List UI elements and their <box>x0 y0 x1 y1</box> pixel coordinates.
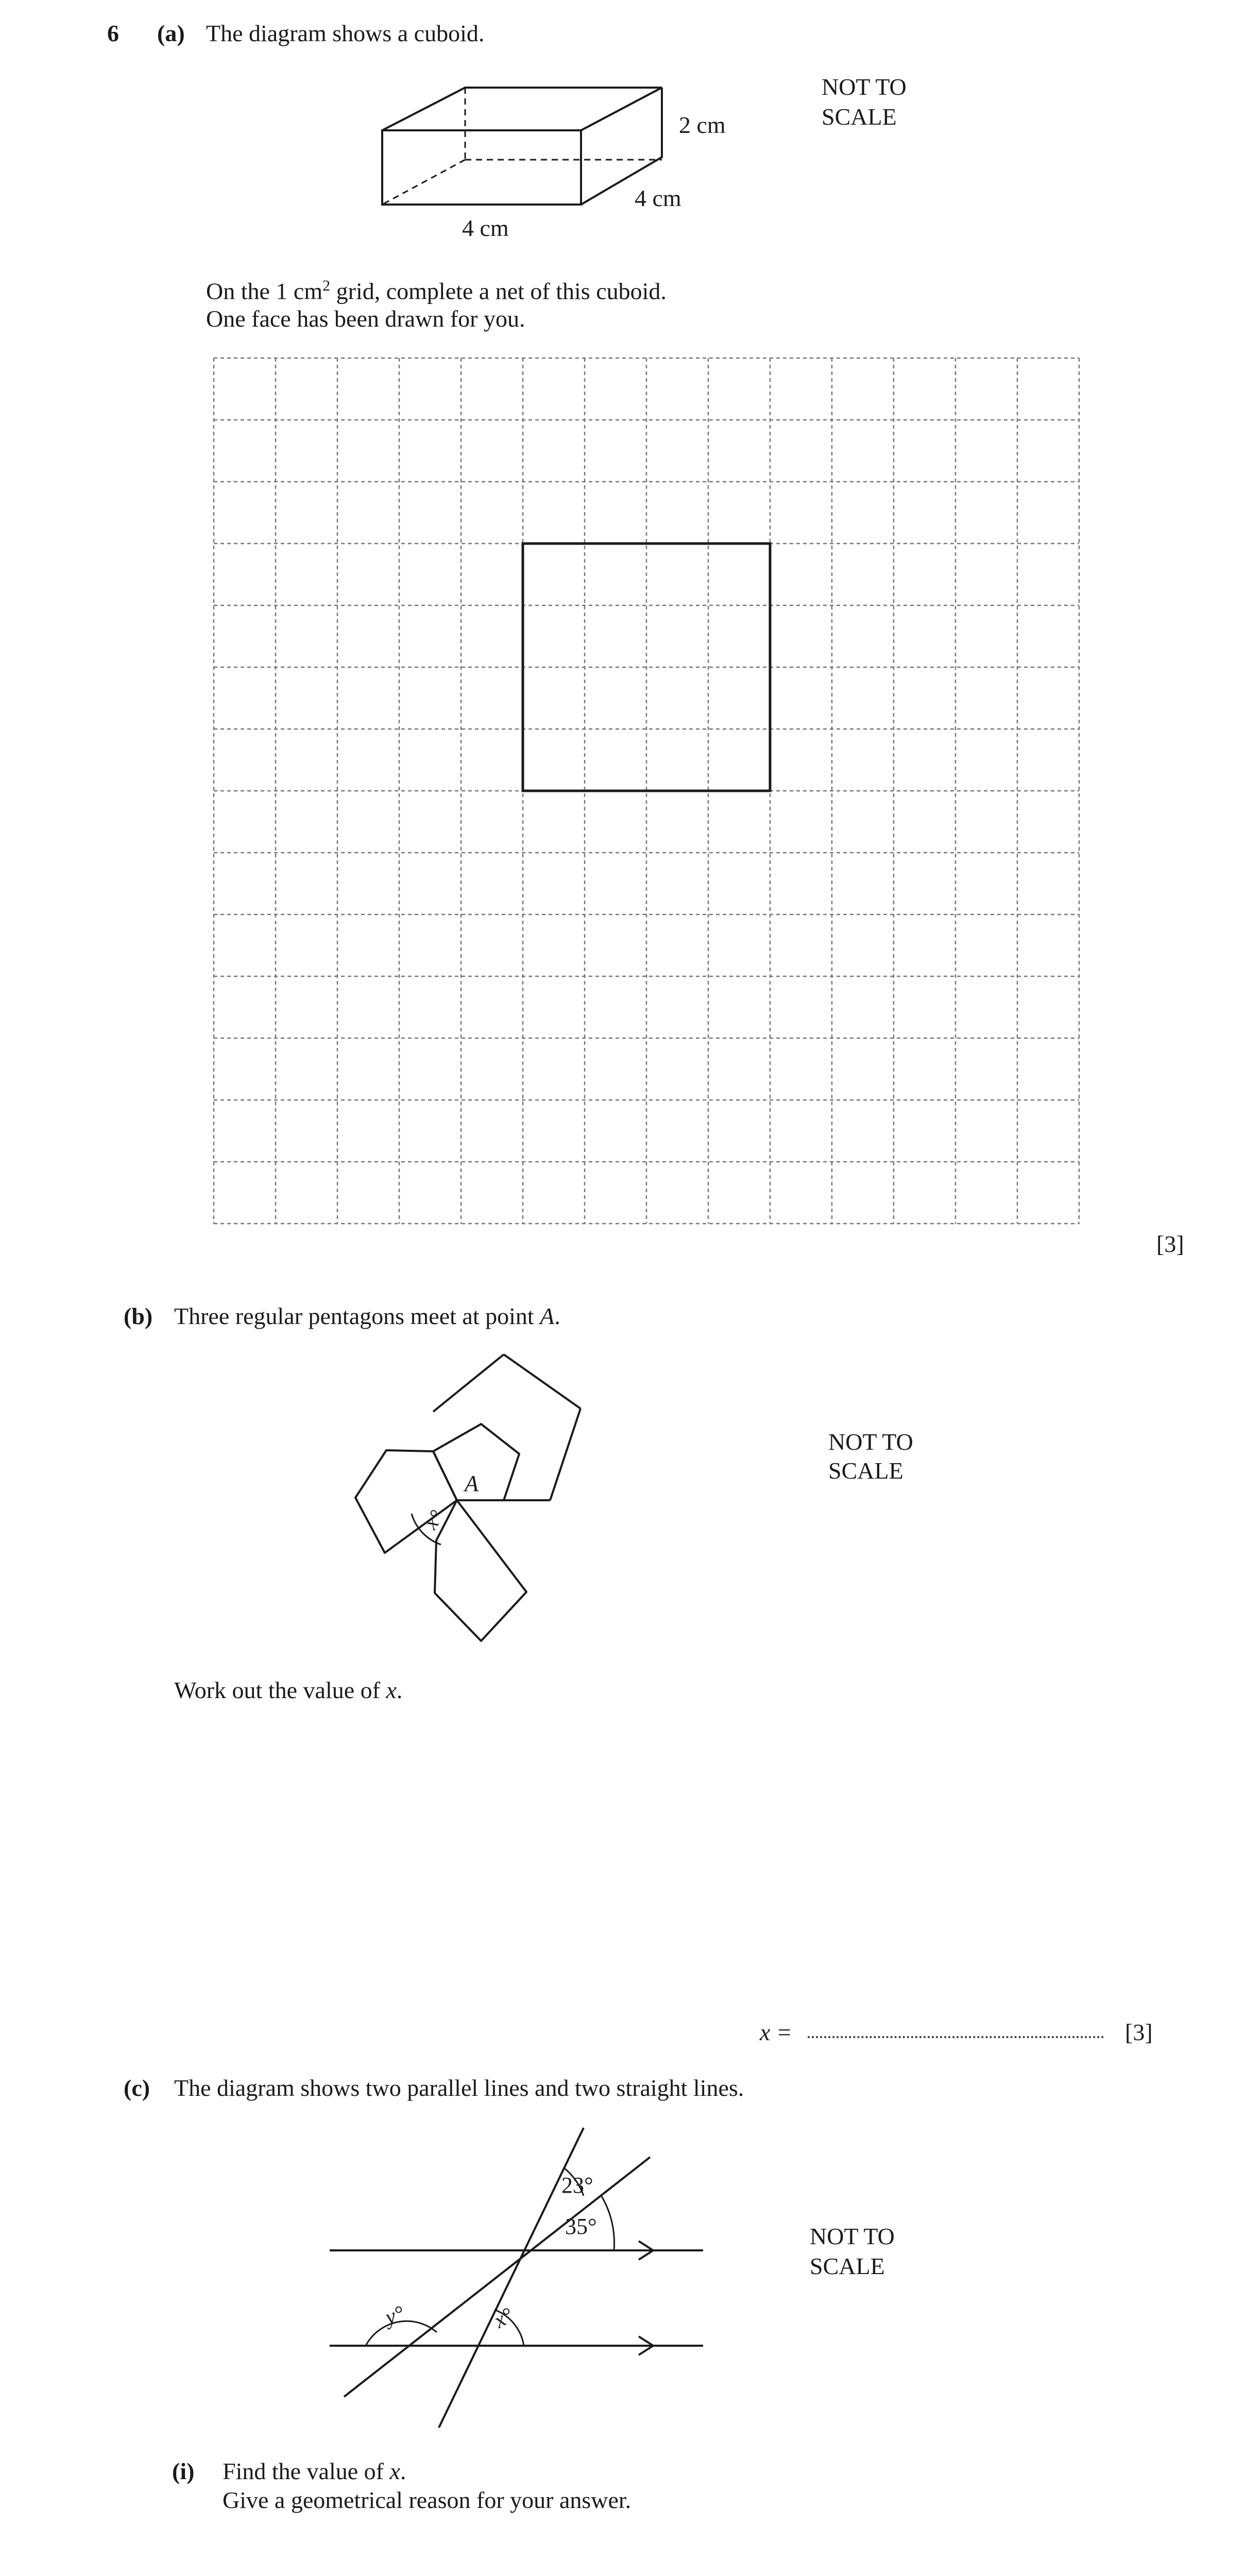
not-to-scale-b-line2: SCALE <box>828 1458 903 1484</box>
not-to-scale-a-line1: NOT TO <box>822 74 907 100</box>
question-number: 6 <box>107 20 119 46</box>
part-b-task-post: . <box>396 1677 403 1703</box>
part-b-stem-point: A <box>540 1303 555 1329</box>
not-to-scale-c-line2: SCALE <box>810 2253 885 2279</box>
instruction-1-sup: 2 <box>322 277 331 294</box>
part-b-label: (b) <box>124 1303 153 1329</box>
part-c-stem: The diagram shows two parallel lines and two straight lines. <box>174 2075 744 2101</box>
part-b-task-var: x <box>386 1677 397 1703</box>
part-b-stem-pre: Three regular pentagons meet at point <box>174 1303 540 1329</box>
sub-i-label: (i) <box>172 2458 195 2484</box>
cuboid-width-label: 4 cm <box>462 215 509 241</box>
angle-y-label: y° <box>382 2301 407 2330</box>
part-b-answer-prefix: x = <box>760 2019 792 2045</box>
part-b-marks: [3] <box>1125 2019 1153 2045</box>
part-a-label: (a) <box>157 20 185 46</box>
cuboid-height-label: 2 cm <box>679 112 726 138</box>
part-b-task-pre: Work out the value of <box>174 1677 386 1703</box>
part-a-stem: The diagram shows a cuboid. <box>206 20 485 46</box>
angle-23-label: 23° <box>561 2173 593 2198</box>
sub-i-line1 <box>223 2460 406 2483</box>
sub-i-line1-post: . <box>400 2458 406 2484</box>
cuboid-depth-label: 4 cm <box>635 185 681 211</box>
not-to-scale-b-line1: NOT TO <box>828 1429 913 1455</box>
point-a-label: A <box>465 1471 479 1496</box>
sub-i-line2: Give a geometrical reason for your answer. <box>223 2487 631 2513</box>
part-a-marks: [3] <box>1156 1231 1184 1257</box>
sub-i-line1-var: x <box>389 2458 400 2484</box>
not-to-scale-a-line2: SCALE <box>822 104 897 130</box>
part-c-label: (c) <box>124 2075 150 2101</box>
angle-x-label-c: x° <box>490 2303 518 2333</box>
instruction-1-pre: On the 1 cm <box>206 278 323 304</box>
not-to-scale-c-line1: NOT TO <box>810 2223 895 2249</box>
part-b-stem-post: . <box>554 1303 560 1329</box>
part-a-instruction-2: One face has been drawn for you. <box>206 306 525 332</box>
angle-x-label-b: x° <box>419 1505 448 1534</box>
sub-i-line1-pre: Find the value of <box>223 2458 390 2484</box>
angle-35-label: 35° <box>565 2214 597 2239</box>
instruction-1-post: grid, complete a net of this cuboid. <box>330 278 667 304</box>
